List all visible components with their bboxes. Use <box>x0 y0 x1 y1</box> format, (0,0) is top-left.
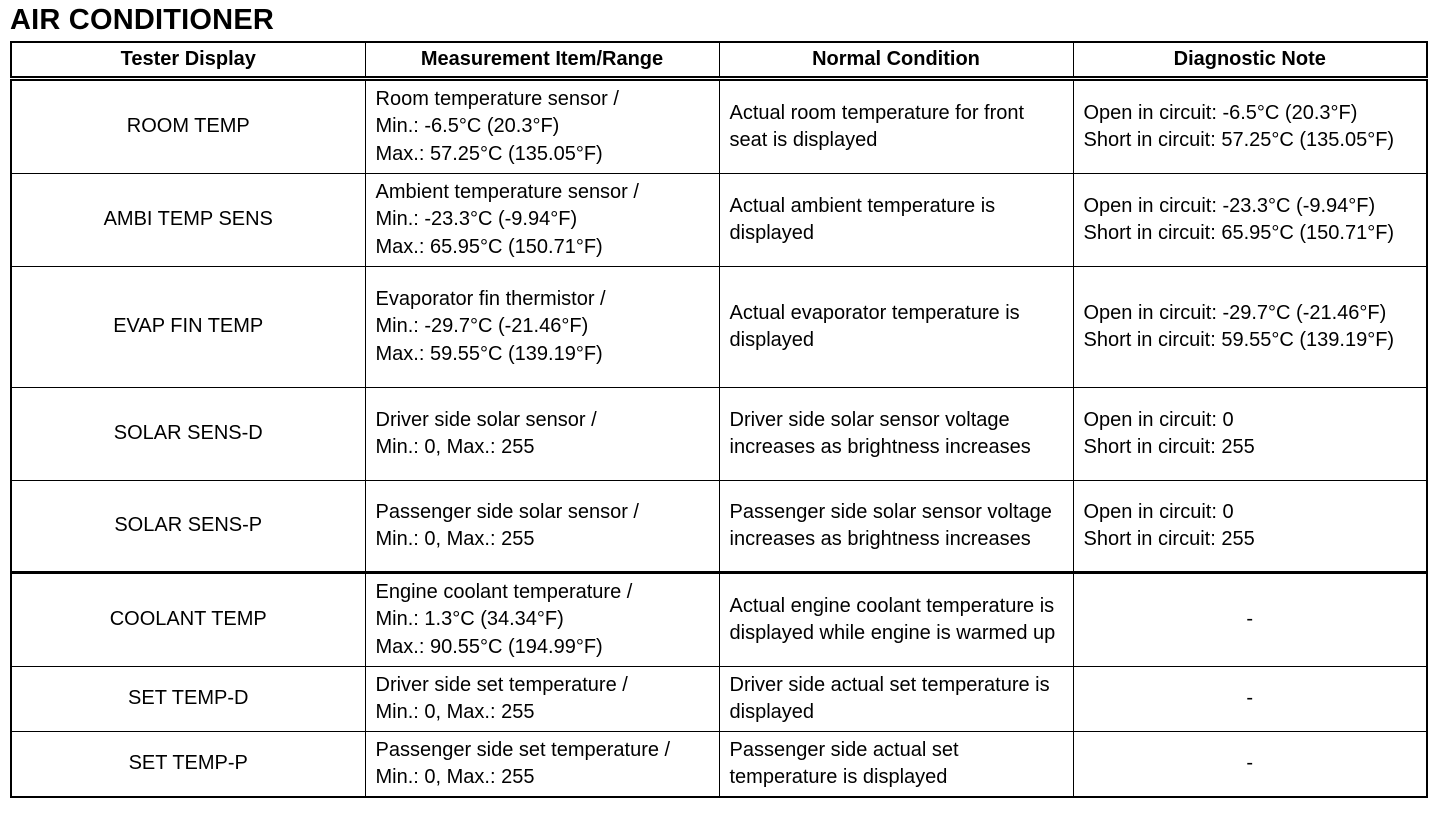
normal-condition-text: Actual room temperature for front seat is displayed <box>729 101 1025 151</box>
measurement-line: Driver side solar sensor / <box>375 408 597 431</box>
measurement-cell <box>365 388 719 481</box>
measurement-line: Room temperature sensor / <box>375 87 619 110</box>
table-row <box>11 388 1427 481</box>
measurement-line: Min.: 0, Max.: 255 <box>375 528 535 550</box>
measurement-line: Evaporator fin thermistor / <box>375 287 606 310</box>
note-line: Short in circuit: 57.25°C (135.05°F) <box>1083 129 1395 151</box>
measurement-cell <box>365 573 719 667</box>
measurement-line: Driver side set temperature / <box>375 673 628 696</box>
measurement-line: Passenger side solar sensor / <box>375 500 639 523</box>
diagnostic-note-cell <box>1073 174 1427 267</box>
note-line: - <box>1246 752 1254 775</box>
measurement-line: Min.: -6.5°C (20.3°F) <box>375 115 560 138</box>
note-line: Short in circuit: 65.95°C (150.71°F) <box>1083 222 1395 244</box>
note-line: - <box>1246 687 1254 710</box>
normal-condition-cell <box>719 174 1073 267</box>
measurement-cell <box>365 79 719 174</box>
table-row <box>11 573 1427 667</box>
measurement-line: Engine coolant temperature / <box>375 580 633 603</box>
normal-condition-text: Actual engine coolant temperature is displayed while engine is warmed up <box>729 594 1056 644</box>
tester-display-cell: COOLANT TEMP <box>11 573 365 667</box>
note-line: Open in circuit: -29.7°C (-21.46°F) <box>1083 301 1387 324</box>
tester-display-cell: SOLAR SENS-D <box>11 388 365 481</box>
diagnostic-note-cell <box>1073 388 1427 481</box>
measurement-line: Min.: 0, Max.: 255 <box>375 766 535 788</box>
tester-display-cell: ROOM TEMP <box>11 79 365 174</box>
table-row <box>11 732 1427 798</box>
normal-condition-cell <box>719 267 1073 388</box>
measurement-line: Max.: 90.55°C (194.99°F) <box>375 635 603 658</box>
normal-condition-text: Actual ambient temperature is displayed <box>729 194 996 244</box>
table-row <box>11 481 1427 573</box>
normal-condition-cell <box>719 79 1073 174</box>
measurement-line: Min.: -23.3°C (-9.94°F) <box>375 208 578 231</box>
note-line: Short in circuit: 255 <box>1083 436 1255 458</box>
header-normal-condition: Normal Condition <box>719 42 1073 79</box>
tester-display-cell: AMBI TEMP SENS <box>11 174 365 267</box>
measurement-line: Max.: 59.55°C (139.19°F) <box>375 342 603 365</box>
diagnostic-table <box>10 41 1428 798</box>
table-row <box>11 667 1427 732</box>
normal-condition-cell <box>719 667 1073 732</box>
tester-display-cell: SOLAR SENS-P <box>11 481 365 573</box>
measurement-line: Min.: 0, Max.: 255 <box>375 701 535 723</box>
header-measurement-item: Measurement Item/Range <box>365 42 719 79</box>
normal-condition-cell <box>719 573 1073 667</box>
note-line: Short in circuit: 59.55°C (139.19°F) <box>1083 329 1395 351</box>
normal-condition-cell <box>719 732 1073 798</box>
normal-condition-text: Passenger side actual set temperature is displayed <box>729 738 959 788</box>
measurement-line: Min.: 1.3°C (34.34°F) <box>375 608 564 631</box>
measurement-line: Ambient temperature sensor / <box>375 180 639 203</box>
diagnostic-note-cell <box>1073 267 1427 388</box>
normal-condition-text: Actual evaporator temperature is displayed <box>729 301 1020 351</box>
measurement-line: Passenger side set temperature / <box>375 738 671 761</box>
measurement-cell <box>365 267 719 388</box>
tester-display-cell: SET TEMP-D <box>11 667 365 732</box>
measurement-cell <box>365 732 719 798</box>
table-row <box>11 79 1427 174</box>
note-line: Open in circuit: 0 <box>1083 408 1234 431</box>
measurement-line: Min.: -29.7°C (-21.46°F) <box>375 315 589 338</box>
header-tester-display: Tester Display <box>11 42 365 79</box>
measurement-cell <box>365 481 719 573</box>
normal-condition-text: Driver side actual set temperature is displayed <box>729 673 1050 723</box>
note-line: Short in circuit: 255 <box>1083 528 1255 550</box>
measurement-line: Max.: 65.95°C (150.71°F) <box>375 235 603 258</box>
note-line: Open in circuit: -6.5°C (20.3°F) <box>1083 101 1358 124</box>
tester-display-cell: EVAP FIN TEMP <box>11 267 365 388</box>
normal-condition-text: Passenger side solar sensor voltage increases as brightness increases <box>729 500 1052 550</box>
table-header-row <box>11 42 1427 79</box>
measurement-line: Min.: 0, Max.: 255 <box>375 436 535 458</box>
diagnostic-note-cell <box>1073 573 1427 667</box>
diagnostic-note-cell <box>1073 481 1427 573</box>
page-title: AIR CONDITIONER <box>10 4 274 36</box>
normal-condition-text: Driver side solar sensor voltage increases as brightness increases <box>729 408 1031 458</box>
tester-display-cell: SET TEMP-P <box>11 732 365 798</box>
note-line: - <box>1246 608 1254 631</box>
measurement-cell <box>365 174 719 267</box>
measurement-line: Max.: 57.25°C (135.05°F) <box>375 142 603 165</box>
measurement-cell <box>365 667 719 732</box>
note-line: Open in circuit: 0 <box>1083 500 1234 523</box>
diagnostic-note-cell <box>1073 79 1427 174</box>
table-row <box>11 174 1427 267</box>
normal-condition-cell <box>719 388 1073 481</box>
table-row <box>11 267 1427 388</box>
note-line: Open in circuit: -23.3°C (-9.94°F) <box>1083 194 1376 217</box>
diagnostic-note-cell <box>1073 732 1427 798</box>
header-diagnostic-note: Diagnostic Note <box>1073 42 1427 79</box>
diagnostic-note-cell <box>1073 667 1427 732</box>
normal-condition-cell <box>719 481 1073 573</box>
